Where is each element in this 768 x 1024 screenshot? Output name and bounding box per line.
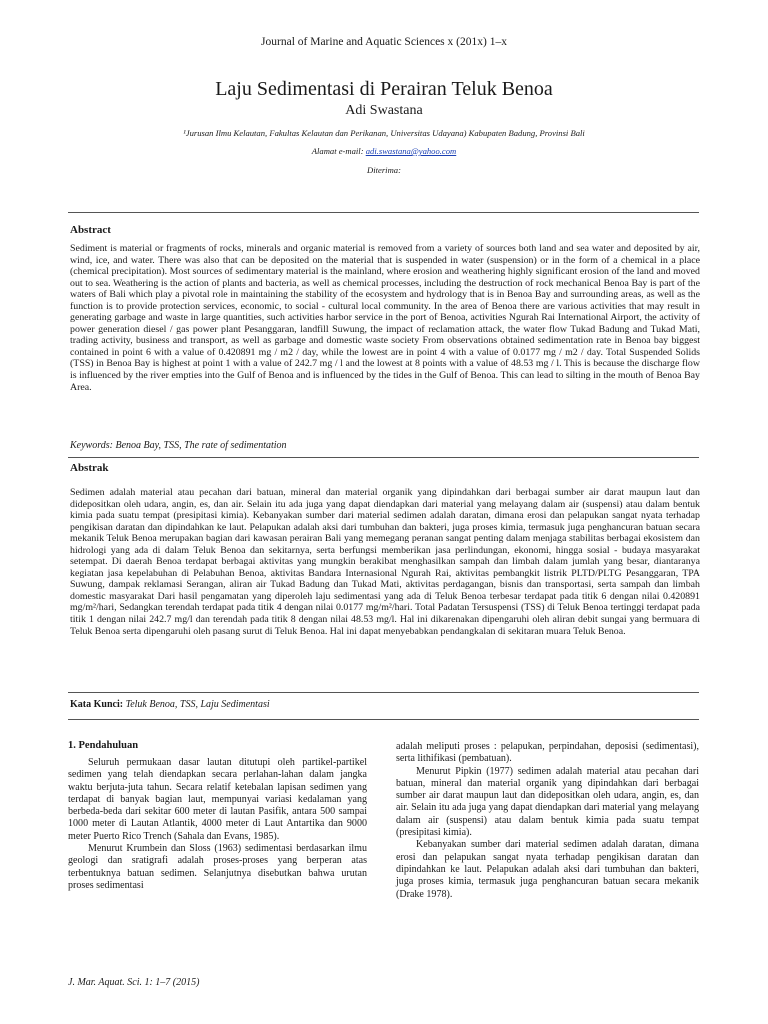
- journal-header: Journal of Marine and Aquatic Sciences x (201x) 1–x: [261, 36, 507, 48]
- author-name: Adi Swastana: [345, 103, 423, 118]
- email-link[interactable]: adi.swastana@yahoo.com: [365, 146, 457, 156]
- intro-paragraph: Kebanyakan sumber dari material sedimen adalah daratan, dimana erosi dan pelapukan sangat nyata terhadap pengikisan daratan dan dipindahkan ke laut. Pelapukan adalah aksi dari tumbuhan dan bakteri, juga proses kimia, termasuk juga penghancuran batuan secara mekanik (Drake 1978).: [396, 839, 699, 900]
- intro-paragraph: Menurut Pipkin (1977) sedimen adalah material atau pecahan dari batuan, mineral dan material organik yang dipindahkan dari berbagai sumber air darat maupun laut dan didepositkan oleh udara, angin, es, dan air. Selain itu ada juga yang dapat diendapkan dari material yang melayang dalam air (suspensi) atau dalam bentuk kimia pada suatu tempat (presipitasi kimia).: [396, 765, 699, 839]
- email-label: Alamat e-mail:: [311, 146, 364, 156]
- abstract-heading: Abstract: [70, 224, 111, 236]
- abstrak-body: Sedimen adalah material atau pecahan dari batuan, mineral dan material organik yang dipindahkan dari berbagai sumber air darat maupun laut dan didepositkan oleh udara, angin, es, dan air. Selain itu ada juga yang dapat diendapkan dari material yang melayang dalam air (suspensi) atau dalam bentuk kimia pada suatu tempat (presipitasi kimia). Kebanyakan sumber dari material sedimen adalah daratan, dimana erosi dan pelapukan sangat nyata terhadap pengikisan daratan dan dipindahkan ke laut. Pelapukan adalah aksi dari tumbuhan dan bakteri, juga proses kimia, termasuk juga penghancuran batuan secara mekanik Teluk Benoa merupakan bagian dari kawasan perairan Bali yang memegang peranan sangat penting dalam menjaga stabilitas berbagai ekosistem dan hidrologi yang ada di dalam Teluk Benoa dan sekitarnya, serta berfungsi memberikan jasa perlindungan, ekonomi, hingga sosial - budaya masyarakat setempat. Di daerah Benoa terdapat berbagai aktivitas yang mungkin berakibat menghasilkan sampah dan limbah dalam jumlah yang besar, diantaranya kegiatan jasa kepelabuhan di Pelabuhan Benoa, aktivitas Bandara Internasional Ngurah Rai, aktivitas pembangkit listrik PLTD/PLTG Pesanggaran, TPA Suwung, dampak reklamasi Serangan, aliran air Tukad Badung dan Tukad Mati, aktivitas perdagangan, bisnis dan transportasi, serta sampah dan limbah domestic masyarakat Dari hasil pengamatan yang diperoleh laju sedimentasi yang ada di Teluk Benoa terbesar terdapat pada titik 6 dengan nilai 0.420891 mg/m²/hari, Sedangkan terendah terdapat pada titik 4 dengan nilai 0.0177 mg/m²/hari. Total Padatan Tersuspensi (TSS) di Teluk Benoa tertinggi terdapat pada titik 1 dengan nilai 242.7 mg/l dan terendah pada titik 8 dengan nilai 48.53 mg/l. Hal ini dikarenakan dipengaruhi oleh aliran debit sungai yang bermuara di Teluk Benoa serta dipengaruhi oleh pasang surut di Teluk Benoa. Hal ini dapat menyebabkan pendangkalan di sekitaran muara Teluk Benoa.: [70, 487, 700, 637]
- received-date: Diterima:: [367, 165, 401, 175]
- abstrak-heading: Abstrak: [70, 462, 109, 474]
- intro-right-column: [396, 741, 699, 901]
- abstract-body: Sediment is material or fragments of rocks, minerals and organic material is removed from a variety of sources both land and sea water and deposited by air, wind, ice, and water. There was also that can be deposited on the material that is suspended in water (suspension) or in the form of a chemical in a place (chemical precipitation). Most sources of sedimentary material is the mainland, where erosion and weathering highly significant erosion of the land and moved out to sea. Weathering is the action of plants and bacteria, as well as chemical processes, including the destruction of rock mechanical Benoa Bay is part of the waters of Bali which play a pivotal role in maintaining the stability of the ecosystem and hydrology that is in Benoa Bay and surrounding areas, as well as the function is to provide protection services, economic, to social - cultural local community. In the area of Benoa there are various activities that may result in generating garbage and waste in large quantities, such activities harbor service in the port of Benoa, activities Ngurah Rai International Airport, the activity of power generation diesel / gas power plant Pesanggaran, landfill Suwung, the impact of reclamation attack, the water flow Tukad Badung and Tukad Mati, trading activity, business and transport, as well as garbage and domestic waste society From observations obtained sedimentation rate in Benoa bay biggest contained in point 6 with a value of 0.420891 mg / m2 / day, while the lowest are in point 4 with a value of 0.0177 mg / m2 / day. Total Suspended Solids (TSS) in Benoa Bay is highest at point 1 with a value of 242.7 mg / l and the lowest at 8 points with a value of 48.53 mg / l. This is because the discharge flow is influenced by the river empties into the Gulf of Benoa and is influenced by the tides in the Gulf of Benoa. This can lead to silting in the mouth of Benoa Bay Area.: [70, 243, 700, 393]
- page-footer: J. Mar. Aquat. Sci. 1: 1–7 (2015): [68, 977, 200, 988]
- divider-keywords: [68, 719, 699, 720]
- intro-left-column: [68, 757, 367, 892]
- intro-paragraph: Seluruh permukaan dasar lautan ditutupi oleh partikel-partikel sedimen yang telah diendapkan secara perlahan-lahan dalam jangka waktu berjuta-juta tahun. Secara relatif ketebalan lapisan sedimen yang terdapat di banyak bagian laut, mempunyai variasi kedalaman yang berbeda-beda dari sekitar 600 meter di lautan Pasifik, antara 500 sampai 1000 meter di Lautan Atlantik, 4000 meter di Laut Antartika dan 9000 meter Puerto Rico Trench (Sahala dan Evans, 1985).: [68, 757, 367, 842]
- section-heading-pendahuluan: 1. Pendahuluan: [68, 740, 139, 751]
- divider-abstrak: [68, 692, 699, 693]
- kata-kunci: [70, 699, 700, 710]
- kata-kunci-label: Kata Kunci:: [70, 699, 124, 710]
- divider-abstract: [68, 457, 699, 458]
- intro-paragraph: adalah meliputi proses : pelapukan, perpindahan, deposisi (sedimentasi), serta lithifikasi (pembatuan).: [396, 741, 699, 765]
- email-line: [0, 146, 768, 156]
- author-affiliation: ¹Jurusan Ilmu Kelautan, Fakultas Kelautan dan Perikanan, Universitas Udayana) Kabupaten Badung, Provinsi Bali: [183, 128, 585, 138]
- paper-title: Laju Sedimentasi di Perairan Teluk Benoa: [215, 78, 553, 100]
- keywords: Keywords: Benoa Bay, TSS, The rate of sedimentation: [70, 440, 287, 451]
- kata-kunci-value: Teluk Benoa, TSS, Laju Sedimentasi: [125, 699, 270, 710]
- intro-paragraph: Menurut Krumbein dan Sloss (1963) sedimentasi berdasarkan ilmu geologi dan sratigrafi adalah proses-proses yang berperan atas terbentuknya batuan sedimen. Selanjutnya disebutkan bahwa urutan proses sedimentasi: [68, 843, 367, 891]
- divider-top: [68, 212, 699, 213]
